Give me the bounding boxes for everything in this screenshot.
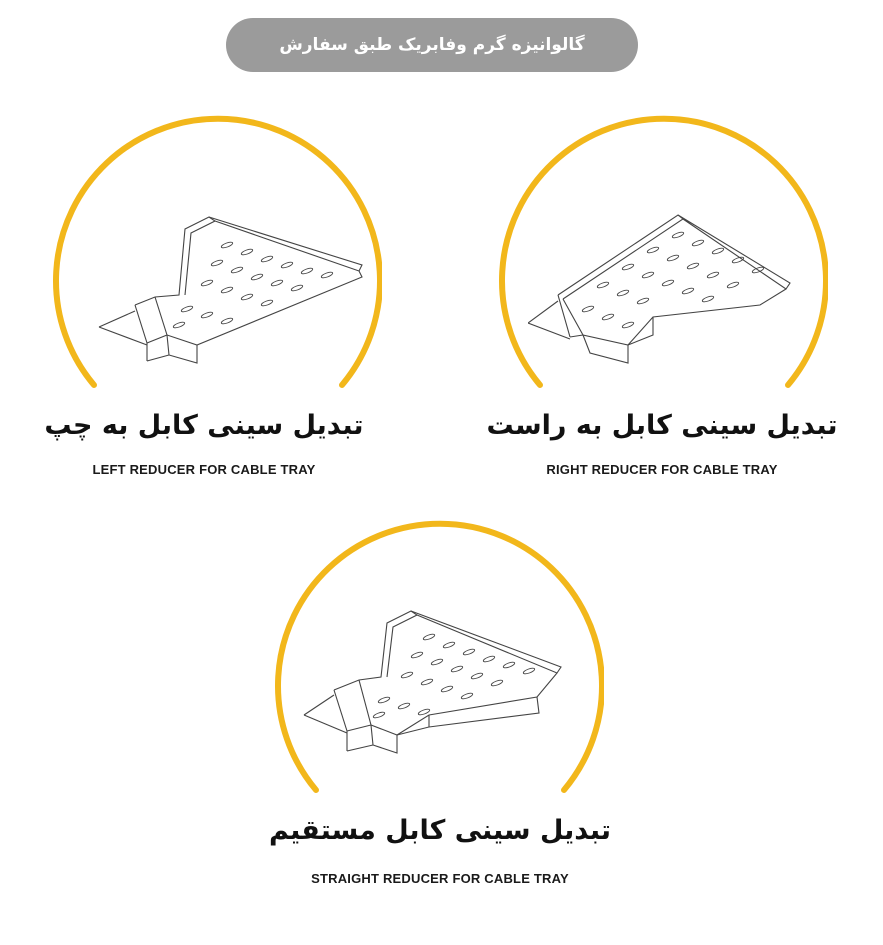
product-card-straight-reducer bbox=[274, 515, 604, 855]
product-card-left-reducer bbox=[52, 110, 382, 450]
header-badge: گالوانیزه گرم وفابریک طبق سفارش bbox=[226, 18, 638, 72]
right-reducer-tray-icon bbox=[528, 205, 818, 370]
product-card-right-reducer bbox=[498, 110, 828, 450]
product-title-en-right: RIGHT REDUCER FOR CABLE TRAY bbox=[546, 462, 778, 477]
product-title-en-straight: STRAIGHT REDUCER FOR CABLE TRAY bbox=[311, 871, 569, 886]
product-title-fa-straight: تبدیل سینی کابل مستقیم bbox=[268, 815, 612, 846]
left-reducer-tray-icon bbox=[97, 205, 387, 370]
straight-reducer-tray-icon bbox=[299, 605, 589, 775]
product-title-fa-right: تبدیل سینی کابل به راست bbox=[486, 410, 838, 441]
product-title-en-left: LEFT REDUCER FOR CABLE TRAY bbox=[92, 462, 316, 477]
product-title-fa-left: تبدیل سینی کابل به چپ bbox=[44, 410, 364, 441]
